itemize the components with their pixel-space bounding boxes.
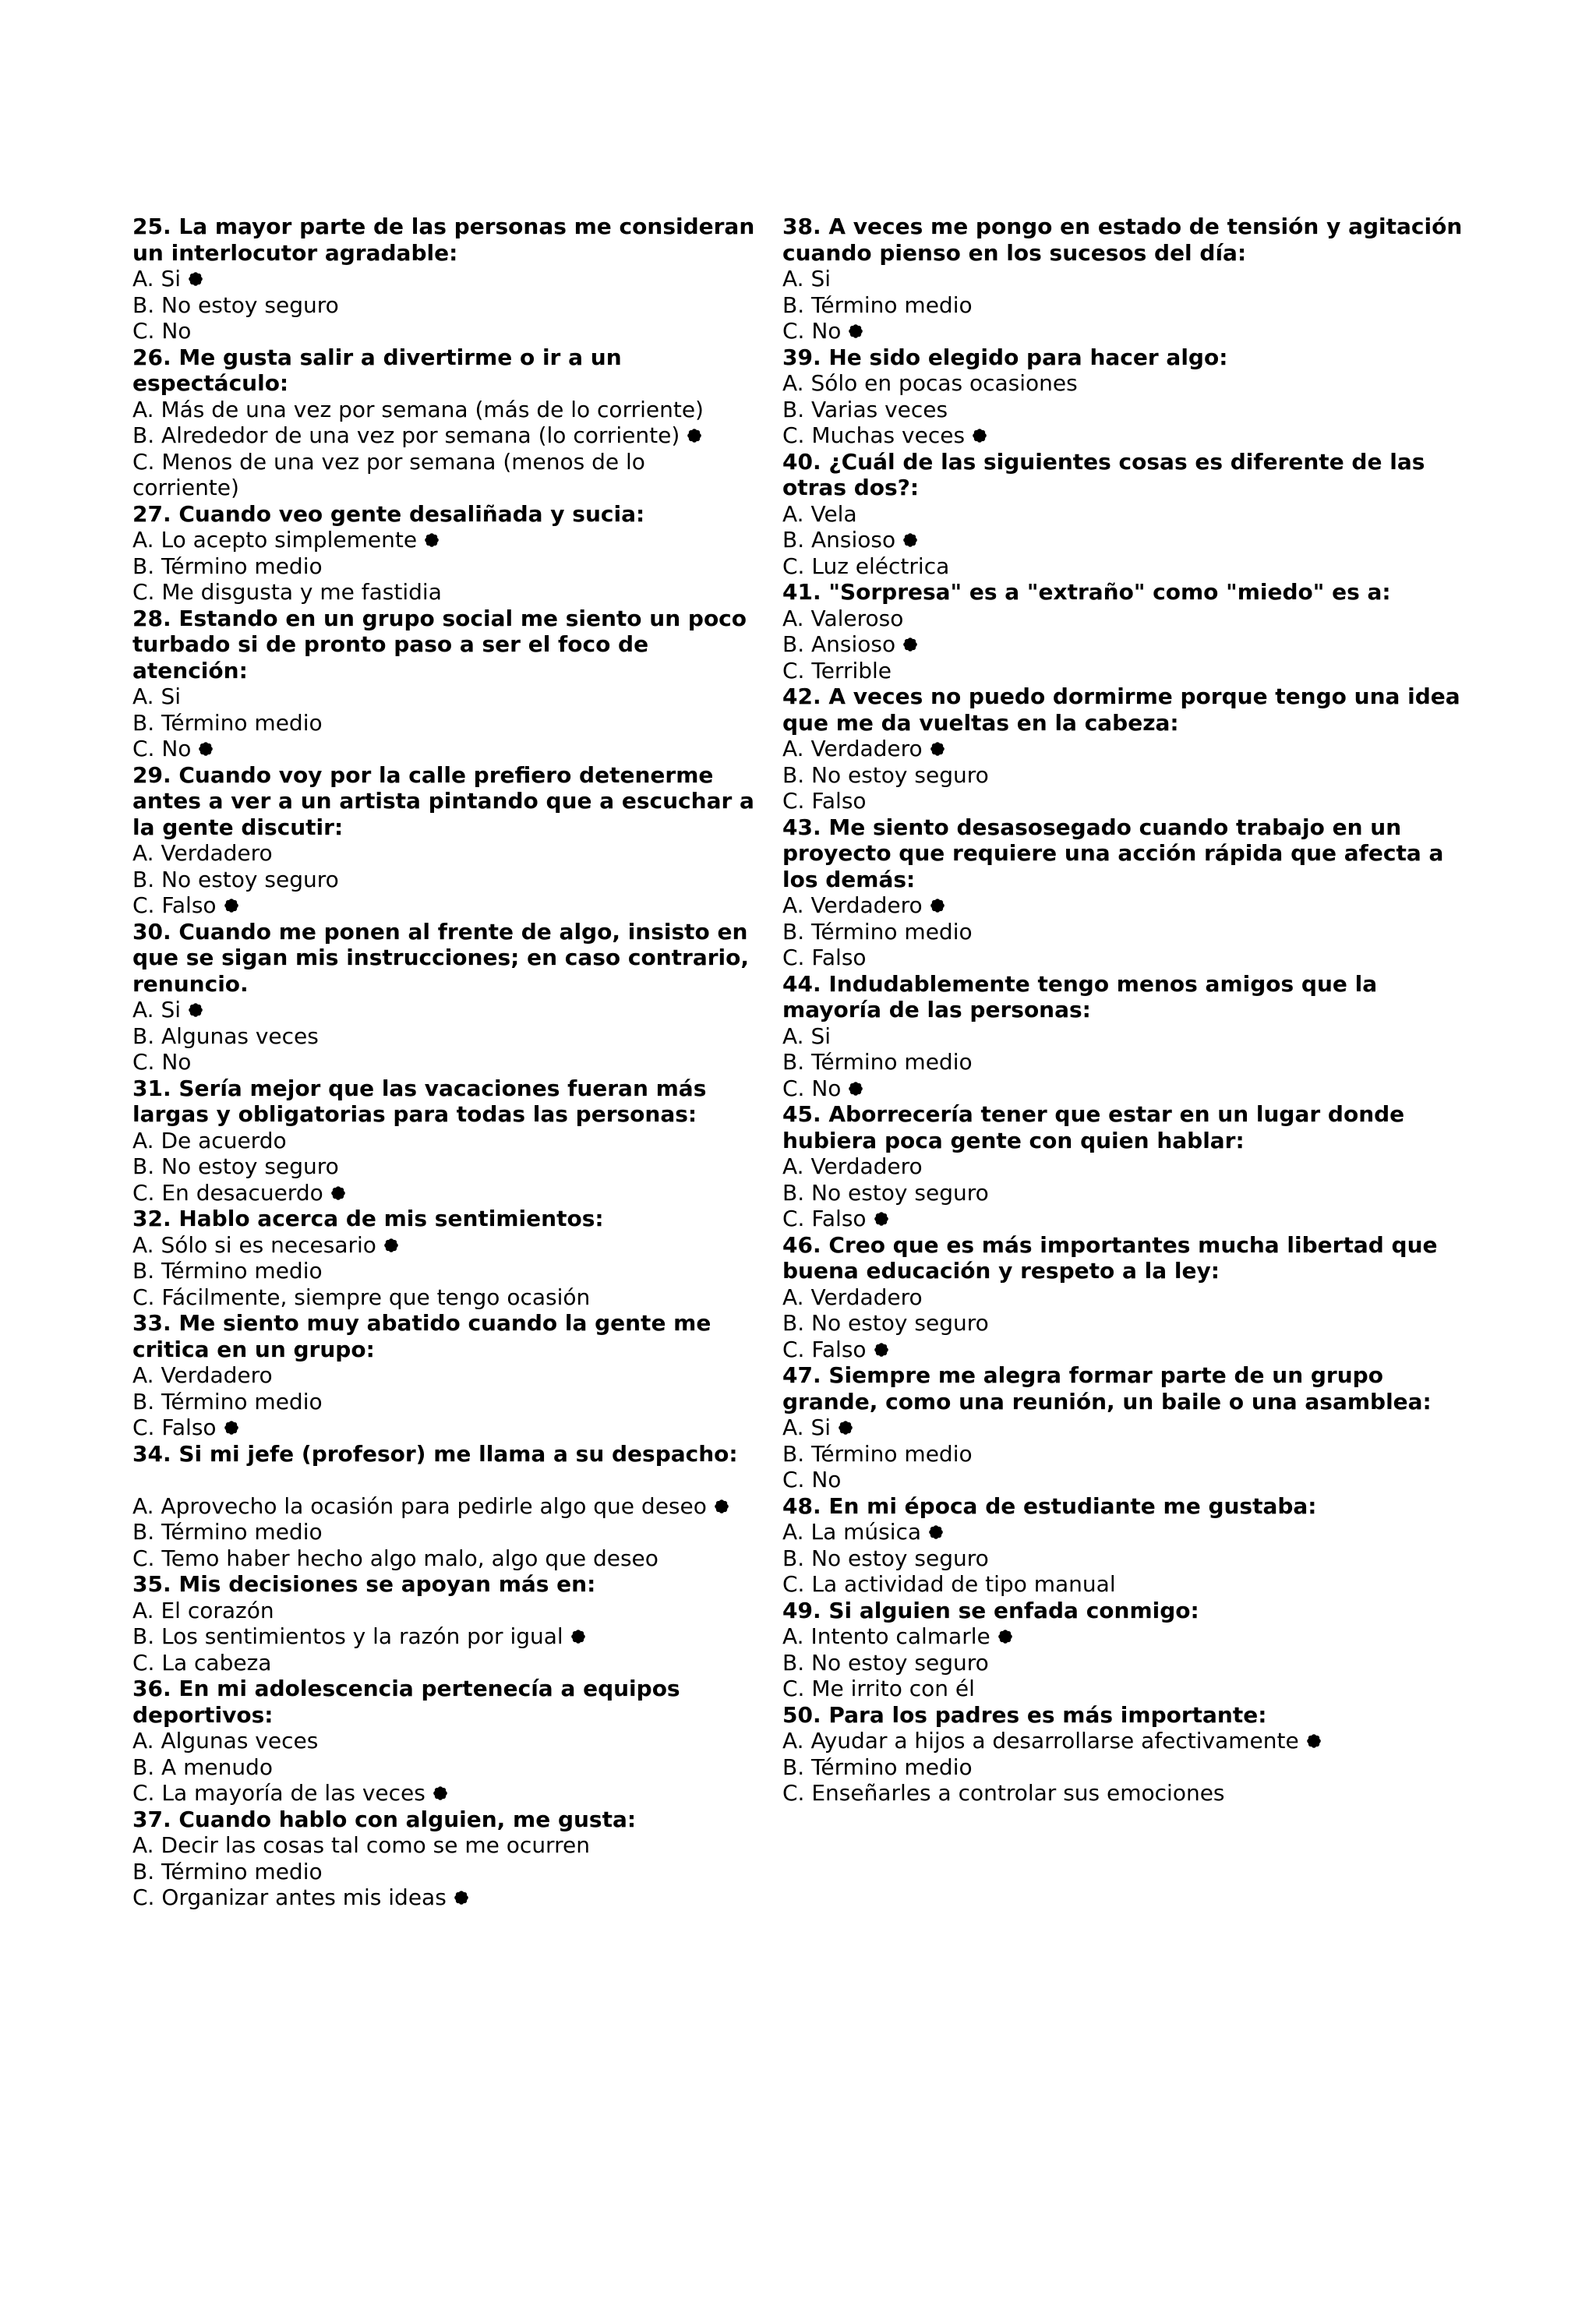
flower-marker-icon: [848, 1081, 863, 1097]
flower-marker-icon: [424, 532, 440, 548]
answer-option-text: C. La cabeza: [132, 1649, 272, 1676]
answer-option: [782, 1284, 1468, 1311]
answer-option-text: A. Verdadero: [782, 1153, 923, 1179]
answer-option: [782, 1153, 1468, 1180]
flower-marker-icon: [930, 898, 945, 913]
question-text: 37. Cuando hablo con alguien, me gusta:: [132, 1806, 637, 1832]
answer-option-text: A. El corazón: [132, 1597, 274, 1623]
answer-option-text: A. Si: [782, 266, 832, 291]
answer-option-text: A. Intento calmarle: [782, 1623, 990, 1649]
answer-option: [782, 658, 1468, 684]
answer-option: [132, 397, 756, 423]
question-block: [782, 683, 1468, 814]
question-block: [782, 1702, 1468, 1807]
question-block: [132, 606, 756, 762]
answer-option-text: C. Falso: [782, 945, 867, 970]
answer-option-text: B. Término medio: [782, 1049, 973, 1075]
question-text: 25. La mayor parte de las personas me consideran un interlocutor agradable:: [132, 214, 755, 266]
answer-option: [132, 1023, 756, 1050]
answer-option: [782, 1519, 1468, 1545]
answer-option: [782, 1728, 1468, 1754]
answer-option-text: C. Me disgusta y me fastidia: [132, 579, 442, 605]
answer-option: [782, 1650, 1468, 1676]
answer-option-text: B. Término medio: [782, 1754, 973, 1780]
answer-option-text: C. Falso: [782, 1206, 867, 1231]
answer-option: [132, 1284, 756, 1311]
flower-marker-icon: [714, 1499, 729, 1514]
answer-option: [782, 1571, 1468, 1598]
answer-option: [782, 1623, 1468, 1650]
flower-marker-icon: [433, 1785, 448, 1801]
answer-option-text: A. Aprovecho la ocasión para pedirle algo que deseo: [132, 1492, 707, 1519]
answer-option: [782, 266, 1468, 292]
question-block: [132, 1310, 756, 1441]
answer-option-text: A. Ayudar a hijos a desarrollarse afectivamente: [782, 1728, 1299, 1754]
answer-option-text: B. Algunas veces: [132, 1022, 319, 1049]
left-column: [132, 214, 756, 1911]
answer-option-text: B. A menudo: [132, 1754, 273, 1780]
answer-option-text: C. Organizar antes mis ideas: [132, 1884, 447, 1910]
answer-option: [132, 840, 756, 867]
answer-option-text: C. En desacuerdo: [132, 1179, 323, 1206]
answer-option: [782, 945, 1468, 971]
question-text: 46. Creo que es más importantes mucha libertad que buena educación y respeto a la ley:: [782, 1231, 1438, 1284]
answer-option-text: C. Temo haber hecho algo malo, algo que deseo: [132, 1545, 659, 1571]
answer-option-text: C. Muchas veces: [782, 422, 966, 448]
answer-option: [782, 1310, 1468, 1337]
answer-option: [782, 1075, 1468, 1102]
answer-option: [132, 997, 756, 1023]
flower-marker-icon: [874, 1211, 889, 1227]
answer-option-text: A. Si: [782, 1415, 832, 1440]
answer-option-text: A. Verdadero: [132, 840, 273, 866]
answer-option: [132, 1232, 756, 1259]
question-block: [782, 344, 1468, 449]
question-block: [782, 1493, 1468, 1598]
flower-marker-icon: [1306, 1733, 1322, 1749]
question-block: [782, 814, 1468, 971]
answer-option: [782, 762, 1468, 789]
flower-marker-icon: [902, 532, 918, 548]
answer-option-text: A. Verdadero: [782, 736, 923, 761]
question-block: [782, 971, 1468, 1102]
answer-option: [782, 606, 1468, 632]
question-block: [132, 1075, 756, 1206]
answer-option-text: A. Si: [132, 683, 182, 709]
answer-option: [132, 449, 756, 501]
answer-option-text: A. Lo acepto simplemente: [132, 527, 418, 553]
answer-option-text: C. La actividad de tipo manual: [782, 1571, 1116, 1597]
answer-option-text: A. Verdadero: [782, 1284, 923, 1310]
flower-marker-icon: [224, 898, 239, 913]
flower-marker-icon: [928, 1524, 944, 1540]
question-text: 39. He sido elegido para hacer algo:: [782, 344, 1228, 370]
answer-option: [782, 1180, 1468, 1206]
answer-option: [132, 579, 756, 606]
answer-option-text: B. Ansioso: [782, 527, 896, 553]
question-text: 34. Si mi jefe (profesor) me llama a su despacho:: [132, 1440, 738, 1467]
answer-option-text: A. Decir las cosas tal como se me ocurren: [132, 1832, 590, 1858]
answer-option: [132, 553, 756, 580]
answer-option-text: B. Término medio: [132, 1258, 323, 1284]
answer-option: [782, 1337, 1468, 1363]
question-block: [132, 1676, 756, 1807]
answer-option-text: A. La música: [782, 1519, 922, 1545]
question-text: 38. A veces me pongo en estado de tensión y agitación cuando pienso en los sucesos del día:: [782, 214, 1463, 266]
question-text: 32. Hablo acerca de mis sentimientos:: [132, 1206, 604, 1231]
answer-option: [132, 892, 756, 919]
answer-option-text: B. No estoy seguro: [132, 866, 339, 892]
question-text: 33. Me siento muy abatido cuando la gente me critica en un grupo:: [132, 1310, 711, 1362]
question-block: [132, 762, 756, 919]
answer-option-text: B. No estoy seguro: [782, 761, 989, 788]
answer-option: [132, 1545, 756, 1572]
answer-option-text: B. Término medio: [132, 1519, 323, 1545]
answer-option-text: C. Falso: [782, 788, 867, 814]
answer-option: [132, 1780, 756, 1807]
question-block: [132, 919, 756, 1075]
answer-option-text: C. No: [782, 1467, 842, 1492]
answer-option: [782, 1754, 1468, 1781]
answer-option-text: A. Si: [132, 997, 182, 1022]
answer-option-text: C. Me irrito con él: [782, 1676, 975, 1701]
flower-marker-icon: [998, 1629, 1013, 1644]
question-block: [132, 1807, 756, 1911]
question-text: 36. En mi adolescencia pertenecía a equipos deportivos:: [132, 1676, 680, 1728]
question-block: [782, 1598, 1468, 1702]
question-text: 47. Siempre me alegra formar parte de un grupo grande, como una reunión, un baile o una asamblea:: [782, 1362, 1432, 1415]
answer-option: [782, 892, 1468, 919]
answer-option: [132, 266, 756, 292]
answer-option-text: A. De acuerdo: [132, 1127, 287, 1153]
question-text: 26. Me gusta salir a divertirme o ir a un espectáculo:: [132, 344, 622, 396]
answer-option-text: B. Término medio: [132, 1858, 323, 1884]
answer-option-text: B. No estoy seguro: [782, 1310, 989, 1336]
answer-option-text: C. No: [132, 736, 192, 761]
question-block: [782, 1362, 1468, 1493]
question-block: [782, 579, 1468, 683]
flower-marker-icon: [972, 428, 987, 443]
answer-option: [132, 1884, 756, 1911]
question-text: 29. Cuando voy por la calle prefiero detenerme antes a ver a un artista pintando que a escuchar a la gente discutir:: [132, 761, 754, 840]
question-text: 31. Sería mejor que las vacaciones fueran más largas y obligatorias para todas las personas:: [132, 1075, 707, 1127]
answer-option-text: A. Valeroso: [782, 605, 904, 631]
answer-option-text: B. Término medio: [782, 1440, 973, 1467]
answer-option-text: B. Ansioso: [782, 631, 896, 657]
flower-marker-icon: [687, 428, 702, 443]
flower-marker-icon: [838, 1420, 853, 1436]
answer-option: [132, 318, 756, 344]
answer-option-text: C. No: [782, 318, 842, 344]
answer-option: [132, 1049, 756, 1075]
question-block: [132, 1441, 756, 1572]
answer-option-text: A. Vela: [782, 500, 857, 527]
answer-option-text: C. Falso: [782, 1336, 867, 1362]
answer-option-text: A. Algunas veces: [132, 1728, 319, 1754]
answer-option-text: B. No estoy seguro: [132, 291, 339, 318]
question-text: 45. Aborrecería tener que estar en un lugar donde hubiera poca gente con quien hablar:: [782, 1101, 1405, 1153]
question-block: [132, 344, 756, 501]
answer-option: [782, 397, 1468, 423]
answer-option: [782, 422, 1468, 449]
answer-option: [132, 1153, 756, 1180]
question-text: 42. A veces no puedo dormirme porque tengo una idea que me da vueltas en la cabeza:: [782, 683, 1460, 736]
answer-option: [132, 1519, 756, 1545]
question-text: 49. Si alguien se enfada conmigo:: [782, 1597, 1199, 1623]
answer-option-text: B. Término medio: [132, 553, 323, 579]
answer-option: [782, 736, 1468, 762]
answer-option: [132, 527, 756, 553]
answer-option: [132, 867, 756, 893]
answer-option: [132, 736, 756, 762]
answer-option: [782, 1676, 1468, 1702]
answer-option: [132, 1128, 756, 1154]
answer-option: [782, 318, 1468, 344]
question-text: 48. En mi época de estudiante me gustaba:: [782, 1492, 1317, 1519]
question-text: 28. Estando en un grupo social me siento un poco turbado si de pronto paso a ser el foco de atención:: [132, 605, 747, 683]
flower-marker-icon: [874, 1342, 889, 1358]
answer-option: [782, 1441, 1468, 1468]
answer-option: [782, 788, 1468, 814]
flower-marker-icon: [570, 1629, 586, 1644]
flower-marker-icon: [224, 1420, 239, 1436]
answer-option: [132, 1650, 756, 1676]
question-block: [782, 214, 1468, 344]
flower-marker-icon: [198, 741, 214, 757]
flower-marker-icon: [930, 741, 945, 757]
answer-option: [132, 1598, 756, 1624]
answer-option-text: A. Verdadero: [132, 1362, 273, 1388]
answer-option: [782, 1049, 1468, 1075]
answer-option-text: A. Si: [132, 266, 182, 291]
question-text: 30. Cuando me ponen al frente de algo, insisto en que se sigan mis instrucciones; en caso contrario, renuncio.: [132, 918, 750, 997]
question-text: 50. Para los padres es más importante:: [782, 1701, 1267, 1728]
answer-option: [782, 631, 1468, 658]
question-text: 27. Cuando veo gente desaliñada y sucia:: [132, 500, 645, 527]
question-block: [132, 214, 756, 344]
answer-option-text: B. Término medio: [132, 709, 323, 736]
answer-option-text: B. Alrededor de una vez por semana (lo corriente): [132, 422, 680, 448]
question-block: [132, 1571, 756, 1676]
question-text: 44. Indudablemente tengo menos amigos que la mayoría de las personas:: [782, 970, 1378, 1022]
flower-marker-icon: [188, 1002, 203, 1018]
answer-option: [132, 292, 756, 319]
answer-option: [132, 1180, 756, 1206]
right-column: [782, 214, 1468, 1807]
answer-option: [782, 919, 1468, 945]
question-block: [132, 1206, 756, 1310]
answer-option-text: C. No: [132, 318, 192, 344]
answer-option: [132, 422, 756, 449]
answer-option-text: C. Falso: [132, 892, 217, 918]
answer-option-text: B. Término medio: [782, 291, 973, 318]
blank-line: [132, 1467, 756, 1493]
answer-option: [132, 710, 756, 736]
answer-option: [132, 1493, 756, 1520]
answer-option-text: C. Terrible: [782, 657, 892, 683]
answer-option: [782, 1415, 1468, 1441]
answer-option-text: A. Sólo en pocas ocasiones: [782, 370, 1078, 396]
flower-marker-icon: [848, 323, 863, 339]
question-text: 43. Me siento desasosegado cuando trabajo en un proyecto que requiere una acción rápida que afecta a los demás:: [782, 814, 1444, 892]
question-block: [782, 449, 1468, 580]
answer-option-text: C. Fácilmente, siempre que tengo ocasión: [132, 1284, 591, 1310]
answer-option-text: C. No: [782, 1075, 842, 1101]
answer-option: [782, 1780, 1468, 1807]
flower-marker-icon: [902, 637, 918, 652]
answer-option-text: A. Sólo si es necesario: [132, 1231, 376, 1258]
question-block: [782, 1101, 1468, 1232]
answer-option: [782, 1467, 1468, 1493]
flower-marker-icon: [454, 1890, 469, 1905]
question-block: [132, 501, 756, 606]
answer-option-text: B. No estoy seguro: [782, 1649, 989, 1676]
question-text: 41. "Sorpresa" es a "extraño" como "miedo" es a:: [782, 579, 1391, 605]
answer-option-text: C. No: [132, 1049, 192, 1075]
answer-option: [132, 1415, 756, 1441]
answer-option-text: C. Menos de una vez por semana (menos de lo corriente): [132, 448, 645, 500]
answer-option-text: A. Si: [782, 1022, 832, 1049]
question-block: [782, 1232, 1468, 1363]
answer-option: [132, 1754, 756, 1781]
answer-option: [132, 1728, 756, 1754]
answer-option-text: B. No estoy seguro: [782, 1179, 989, 1206]
answer-option: [132, 1623, 756, 1650]
answer-option-text: B. No estoy seguro: [782, 1545, 989, 1571]
answer-option: [782, 1545, 1468, 1572]
answer-option-text: B. Término medio: [132, 1388, 323, 1415]
answer-option: [782, 1023, 1468, 1050]
answer-option: [132, 1389, 756, 1415]
answer-option-text: C. Enseñarles a controlar sus emociones: [782, 1780, 1225, 1806]
answer-option-text: A. Verdadero: [782, 892, 923, 918]
answer-option: [132, 1362, 756, 1389]
answer-option: [132, 1258, 756, 1284]
answer-option: [782, 501, 1468, 528]
flower-marker-icon: [383, 1238, 399, 1253]
question-text: 35. Mis decisiones se apoyan más en:: [132, 1571, 596, 1597]
answer-option: [132, 683, 756, 710]
answer-option-text: C. La mayoría de las veces: [132, 1780, 425, 1806]
answer-option-text: B. Los sentimientos y la razón por igual: [132, 1623, 563, 1649]
answer-option-text: B. Varias veces: [782, 396, 948, 422]
answer-option: [132, 1859, 756, 1885]
flower-marker-icon: [330, 1185, 346, 1201]
answer-option: [132, 1832, 756, 1859]
question-text: 40. ¿Cuál de las siguientes cosas es diferente de las otras dos?:: [782, 448, 1425, 500]
answer-option-text: A. Más de una vez por semana (más de lo corriente): [132, 396, 704, 422]
flower-marker-icon: [188, 271, 203, 287]
answer-option: [782, 527, 1468, 553]
answer-option: [782, 553, 1468, 580]
answer-option-text: C. Luz eléctrica: [782, 553, 950, 579]
answer-option: [782, 292, 1468, 319]
answer-option-text: B. No estoy seguro: [132, 1153, 339, 1179]
answer-option-text: C. Falso: [132, 1415, 217, 1440]
answer-option-text: B. Término medio: [782, 918, 973, 945]
answer-option: [782, 1206, 1468, 1232]
answer-option: [782, 370, 1468, 397]
